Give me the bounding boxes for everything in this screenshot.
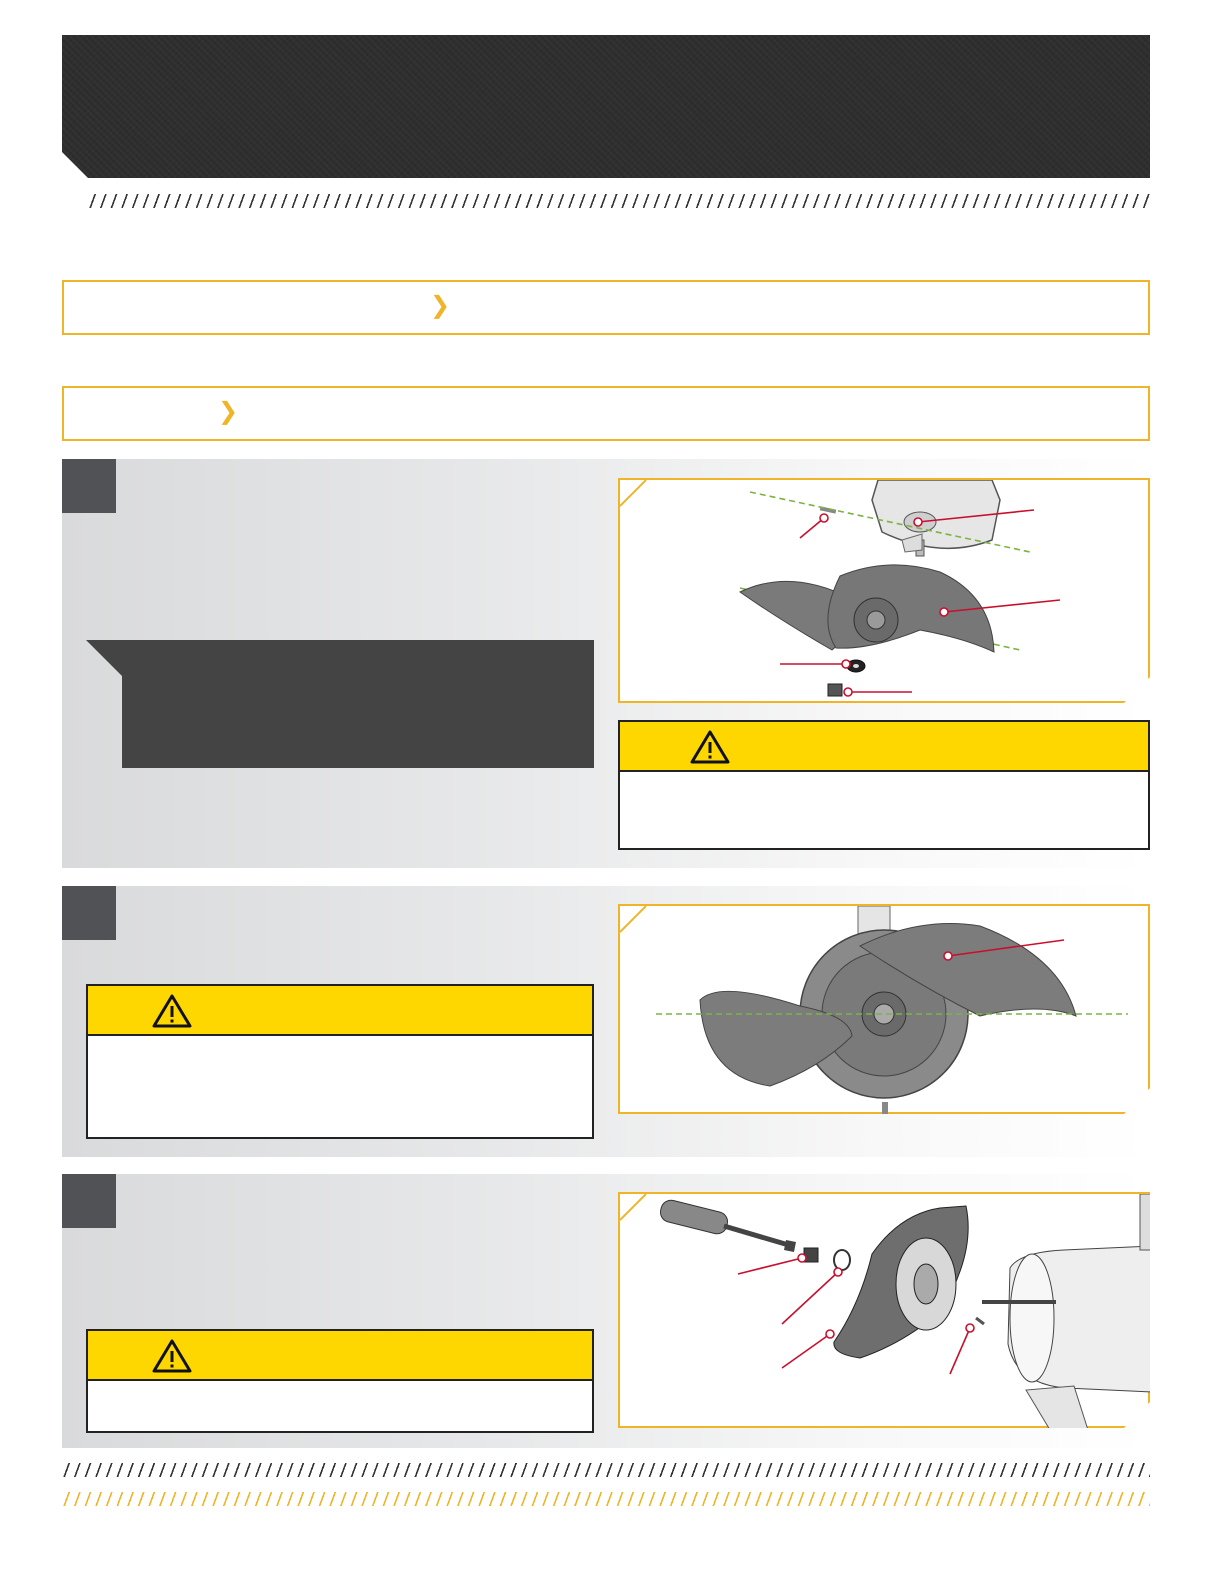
warning-triangle-icon bbox=[152, 994, 192, 1028]
step-badge-1 bbox=[62, 459, 116, 513]
warning-box-2 bbox=[86, 984, 594, 1139]
warning-box-1 bbox=[618, 720, 1150, 850]
warning-header-2 bbox=[88, 986, 592, 1036]
chevron-right-icon: ❯ bbox=[218, 398, 239, 425]
figure-propeller-removal bbox=[618, 1192, 1150, 1428]
warning-box-3 bbox=[86, 1329, 594, 1433]
note-box bbox=[86, 640, 594, 768]
hatch-divider-accent bbox=[62, 1492, 1150, 1506]
step-badge-2 bbox=[62, 886, 116, 940]
frame-corner bbox=[620, 906, 648, 934]
frame-corner bbox=[620, 480, 648, 508]
header-banner bbox=[62, 35, 1150, 178]
figure-propeller-front bbox=[618, 904, 1150, 1114]
warning-header-3 bbox=[88, 1331, 592, 1381]
propeller-illustration-2 bbox=[620, 906, 1152, 1116]
warning-triangle-icon bbox=[690, 730, 730, 764]
figure-propeller-exploded bbox=[618, 478, 1150, 703]
hatch-divider-bottom bbox=[62, 1463, 1150, 1477]
callout-bar-2 bbox=[62, 386, 1150, 441]
callout-bar-1 bbox=[62, 280, 1150, 335]
frame-corner bbox=[620, 1194, 648, 1222]
propeller-illustration-1 bbox=[620, 480, 1152, 705]
warning-header-1 bbox=[620, 722, 1148, 772]
hatch-divider-top bbox=[88, 194, 1150, 208]
warning-triangle-icon bbox=[152, 1339, 192, 1373]
propeller-illustration-3 bbox=[620, 1194, 1152, 1430]
chevron-right-icon: ❯ bbox=[430, 292, 451, 319]
step-badge-3 bbox=[62, 1174, 116, 1228]
